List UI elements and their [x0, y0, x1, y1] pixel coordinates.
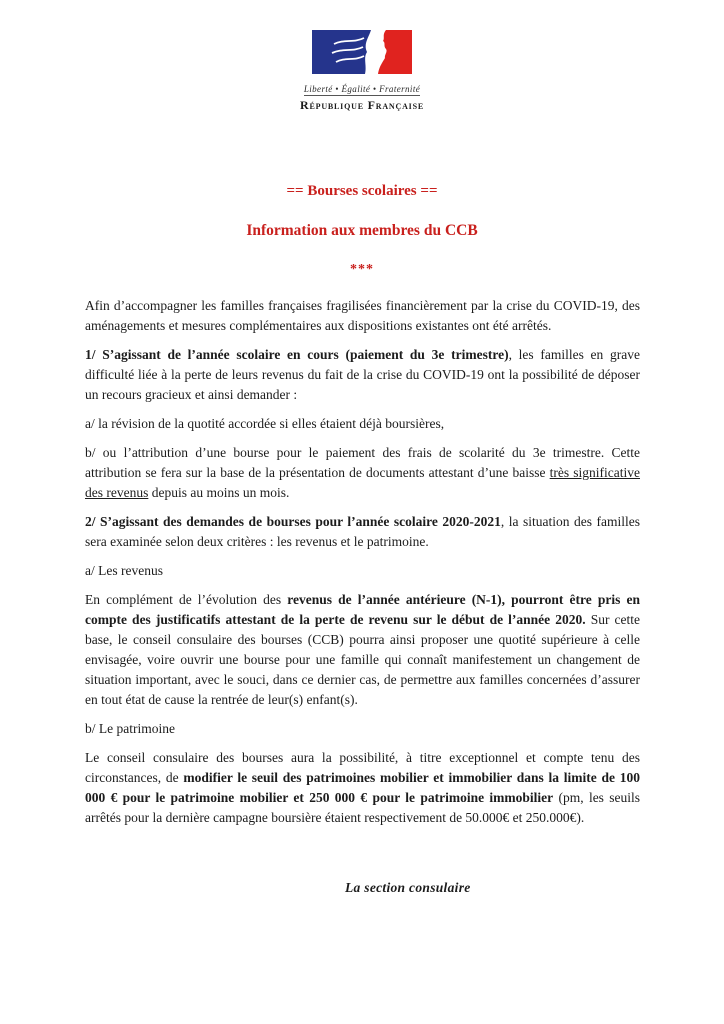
paragraph-section-1: 1/ S’agissant de l’année scolaire en cours (paiement du 3e trimestre), les familles en grave difficulté liée à la perte de leurs revenus du fait de la crise du COVID-19 ont la possibilité de déposer un recours gracieux et ainsi demander :: [85, 347, 640, 402]
document-body: [85, 296, 640, 828]
paragraph-section-2: 2/ S’agissant des demandes de bourses pour l’année scolaire 2020-2021, la situation des familles sera examinée selon deux critères : les revenus et le patrimoine.: [85, 514, 640, 549]
paragraph-item-a-revision: a/ la révision de la quotité accordée si elles étaient déjà boursières,: [85, 416, 445, 431]
logo-republic-name: République Française: [300, 98, 424, 112]
paragraph-item-b-attribution: b/ ou l’attribution d’une bourse pour le paiement des frais de scolarité du 3e trimestre. Cette attribution se fera sur la base de la présentation de documents attestant d’une baisse très significative des revenus depuis au moins un mois.: [85, 445, 640, 500]
separator-stars: ***: [350, 262, 374, 277]
paragraph-intro: Afin d’accompagner les familles françaises fragilisées financièrement par la crise du COVID-19, des aménagements et mesures complémentaires aux dispositions existantes ont été arrêtés.: [85, 298, 640, 333]
paragraph-heading-revenus: a/ Les revenus: [85, 563, 163, 578]
paragraph-heading-patrimoine: b/ Le patrimoine: [85, 721, 175, 736]
document-subtitle: Information aux membres du CCB: [246, 222, 478, 239]
logo-motto: Liberté • Égalité • Fraternité: [303, 84, 421, 94]
document-title: == Bourses scolaires ==: [286, 183, 438, 199]
republique-francaise-logo: [0, 0, 724, 113]
marianne-flag-icon: [312, 30, 412, 74]
signature: La section consulaire: [345, 880, 471, 895]
paragraph-patrimoine-detail: Le conseil consulaire des bourses aura la possibilité, à titre exceptionnel et compte tenu des circonstances, de modifier le seuil des patrimoines mobilier et immobilier dans la limite de 100 000 € pour le patrimoine mobilier et 250 000 € pour le patrimoine immobilier (pm, les seuils arrêtés pour la dernière campagne boursière étaient respectivement de 50.000€ et 250.000€).: [85, 750, 641, 825]
paragraph-revenus-detail: En complément de l’évolution des revenus de l’année antérieure (N-1), pourront être pris en compte des justificatifs attestant de la perte de revenu sur le début de l’année 2020. Sur cette base, le conseil consulaire des bourses (CCB) pourra ainsi proposer une quotité supérieure à celle envisagée, voire ouvrir une bourse pour une famille qui connaît manifestement un changement de situation important, avec le souci, dans ce dernier cas, de permettre aux familles concernées d’assurer en tout état de cause la rentrée de leur(s) enfant(s).: [85, 592, 641, 707]
